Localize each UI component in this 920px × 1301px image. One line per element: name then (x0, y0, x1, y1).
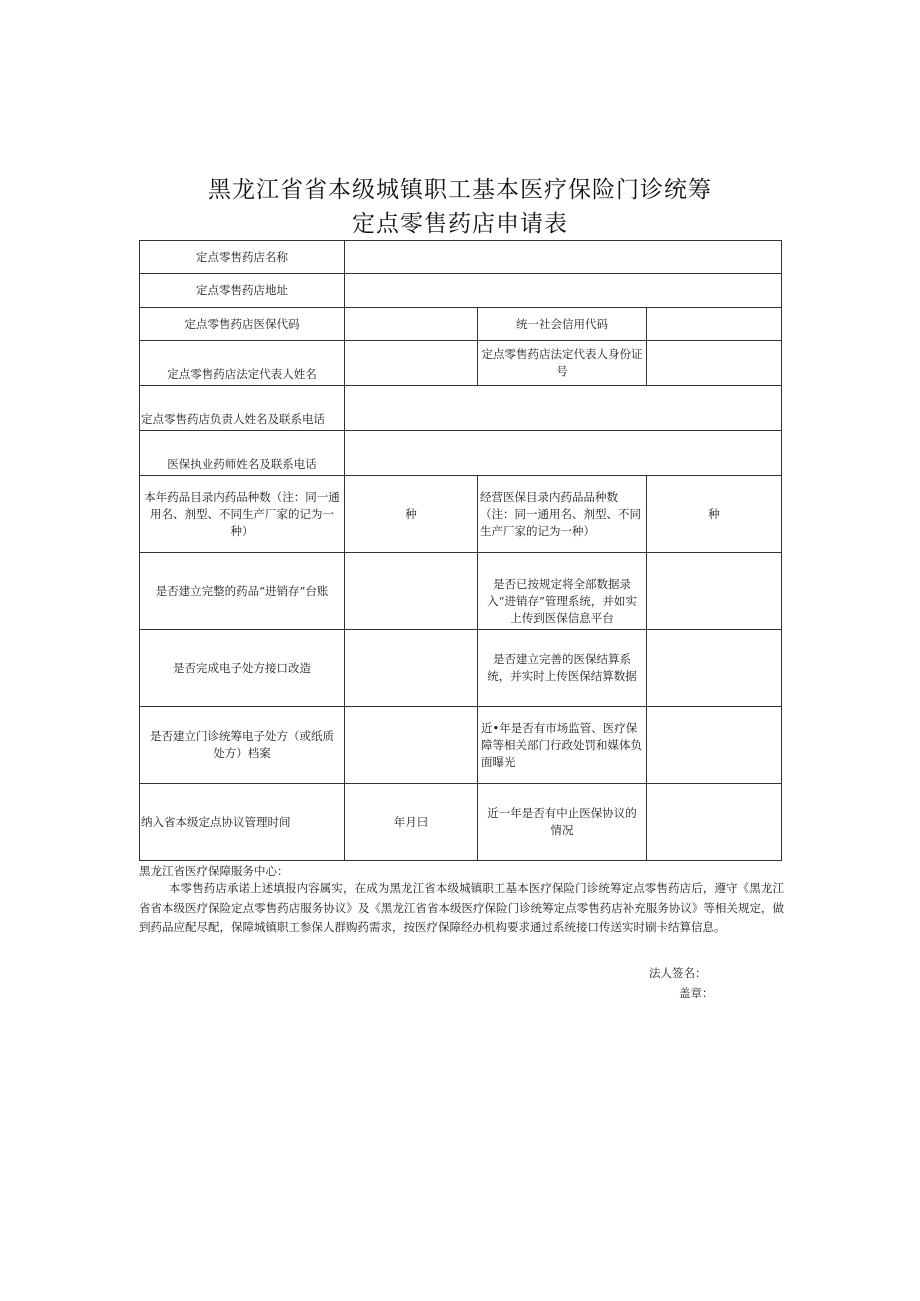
terminated-label: 近一年是否有中止医保协议的情况 (478, 784, 647, 861)
pharmacy-address-label: 定点零售药店地址 (140, 274, 345, 308)
drug-count-field[interactable]: 种 (345, 476, 478, 553)
archive-label: 是否建立门诊统筹电子处方（或纸质处方）档案 (140, 707, 345, 784)
credit-code-label: 统一社会信用代码 (478, 308, 647, 341)
legal-rep-id-label: 定点零售药店法定代表人身份证号 (478, 341, 647, 386)
seal-label: 盖章： (679, 986, 714, 1000)
upload-field[interactable] (647, 553, 782, 630)
drug-count-label: 本年药品目录内药品种数（注：同一通用名、剂型、不同生产厂家的记为一种） (140, 476, 345, 553)
credit-code-field[interactable] (647, 308, 782, 341)
signature-label: 法人签名： (649, 966, 707, 980)
table-row (140, 241, 782, 274)
penalty-label: 近•年是否有市场监管、医疗保障等相关部门行政处罚和媒体负面曝光 (478, 707, 647, 784)
eprescription-field[interactable] (345, 630, 478, 707)
eprescription-label: 是否完成电子处方接口改造 (140, 630, 345, 707)
mgmt-time-field[interactable]: 年月曰 (345, 784, 478, 861)
commitment-statement: 本零售药店承诺上述填报内容属实，在成为黑龙江省本级城镇职工基本医疗保险门诊统筹定点零售药店后，遵守《黑龙江省省本级医疗保险定点零售药店服务协议》及《黑龙江省省本级医疗保险门诊统筹定点零售药店补充服务协议》等相关规定，做到药品应配尽配，保障城镇职工参保人群购药需求，按医疗保障经办机构要求通过系统接口传送实时刷卡结算信息。 (139, 881, 784, 934)
table-row (140, 308, 782, 341)
page-title: 黑龙江省省本级城镇职工基本医疗保险门诊统筹 (208, 177, 712, 203)
settlement-field[interactable] (647, 630, 782, 707)
settlement-label: 是否建立完善的医保结算系统，并实时上传医保结算数据 (478, 630, 647, 707)
addressee-text: 黑龙江省医疗保障服务中心： (139, 864, 289, 878)
terminated-field[interactable] (647, 784, 782, 861)
managed-drug-count-label: 经营医保目录内药品品种数（注：同一通用名、剂型、不同生产厂家的记为一种） (478, 476, 647, 553)
legal-rep-name-label: 定点零售药店法定代表人姓名 (140, 341, 345, 386)
archive-field[interactable] (345, 707, 478, 784)
table-row (140, 431, 782, 476)
table-row (140, 553, 782, 630)
table-row (140, 274, 782, 308)
manager-field[interactable] (345, 386, 782, 431)
pharmacist-label: 医保执业药师姓名及联系电话 (140, 431, 345, 476)
pharmacy-name-field[interactable] (345, 241, 782, 274)
pharmacy-address-field[interactable] (345, 274, 782, 308)
pharmacist-field[interactable] (345, 431, 782, 476)
table-row (140, 630, 782, 707)
application-form-table (139, 240, 782, 861)
table-row (140, 341, 782, 386)
table-row (140, 784, 782, 861)
legal-rep-name-field[interactable] (345, 341, 478, 386)
upload-label: 是否已按规定将全部数据录入“进销存”管理系统，并如实上传到医保信息平台 (478, 553, 647, 630)
insurance-code-field[interactable] (345, 308, 478, 341)
mgmt-time-label: 纳入省本级定点协议管理时间 (140, 784, 345, 861)
pharmacy-name-label: 定点零售药店名称 (140, 241, 345, 274)
legal-rep-id-field[interactable] (647, 341, 782, 386)
insurance-code-label: 定点零售药店医保代码 (140, 308, 345, 341)
managed-drug-count-field[interactable]: 种 (647, 476, 782, 553)
table-row (140, 476, 782, 553)
table-row (140, 386, 782, 431)
page-subtitle: 定点零售药店申请表 (352, 211, 568, 237)
table-row (140, 707, 782, 784)
ledger-field[interactable] (345, 553, 478, 630)
manager-label: 定点零售药店负责人姓名及联系电话 (140, 386, 345, 431)
penalty-field[interactable] (647, 707, 782, 784)
ledger-label: 是否建立完整的药品“进销存”台账 (140, 553, 345, 630)
